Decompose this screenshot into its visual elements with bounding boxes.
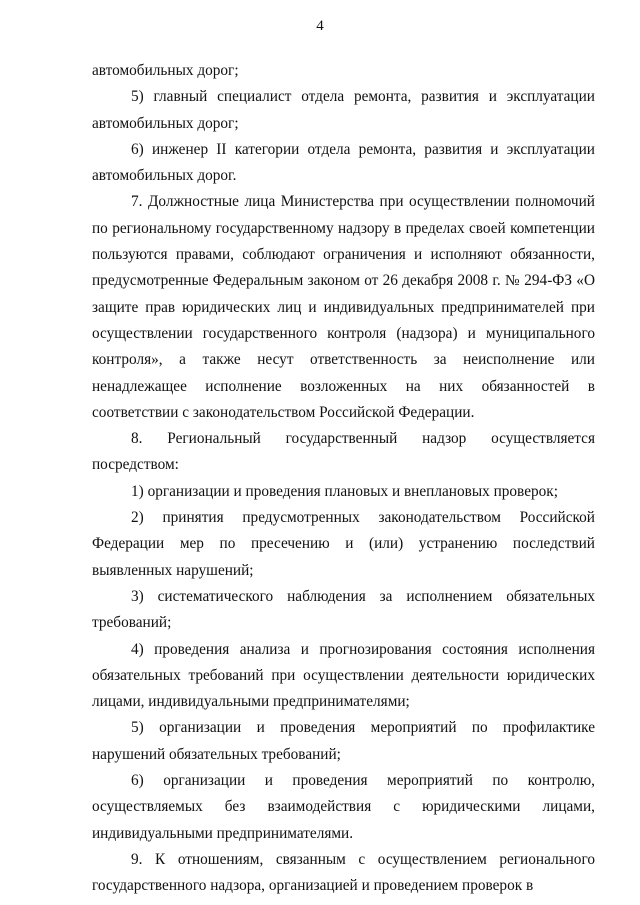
paragraph-8-item-2: 2) принятия предусмотренных законодательством Российской Федерации мер по пресечению и (или) устранению последствий выявленных нарушений; [92,509,595,579]
paragraph-8-supervision-means: 8. Региональный государственный надзор осуществляется посредством: [92,430,595,474]
paragraph-9-relations: 9. К отношениям, связанным с осуществлением регионального государственного надзора, организацией и проведением проверок в [92,850,595,895]
paragraph-item-6-engineer: 6) инженер II категории отдела ремонта, развития и эксплуатации автомобильных дорог. [92,140,595,185]
page-number: 4 [316,18,324,34]
document-body [92,58,595,900]
paragraph-item-5-chief-specialist: 5) главный специалист отдела ремонта, развития и эксплуатации автомобильных дорог; [92,88,595,132]
paragraph-8-item-1: 1) организации и проведения плановых и внеплановых проверок; [131,482,558,500]
paragraph-8-item-6: 6) организации и проведения мероприятий по контролю, осуществляемых без взаимодействия с юридическими лицами, индивидуальными предпринимателями. [92,772,595,842]
paragraph-8-item-3: 3) систематического наблюдения за исполнением обязательных требований; [92,587,595,632]
paragraph-8-item-4: 4) проведения анализа и прогнозирования состояния исполнения обязательных требований при осуществлении деятельности юридических лицами, индивидуальными предпринимателями; [92,640,595,711]
paragraph-8-item-5: 5) организации и проведения мероприятий по профилактике нарушений обязательных требований; [92,719,595,763]
paragraph-continuation: автомобильных дорог; [92,62,239,79]
paragraph-7-officials-rights: 7. Должностные лица Министерства при осуществлении полномочий по региональному государственному надзору в пределах своей компетенции пользуются правами, соблюдают ограничения и исполняют обязанности, предусмотренные Федеральным законом от 26 декабря 2008 г. № 294-ФЗ «О защите прав юридических лиц и индивидуальных предпринимателей при осуществлении государственного контроля (надзора) и муниципального контроля», а также несут ответственность за неисполнение или ненадлежащее исполнение возложенных на них обязанностей в соответствии с законодательством Российской Федерации. [92,193,595,421]
